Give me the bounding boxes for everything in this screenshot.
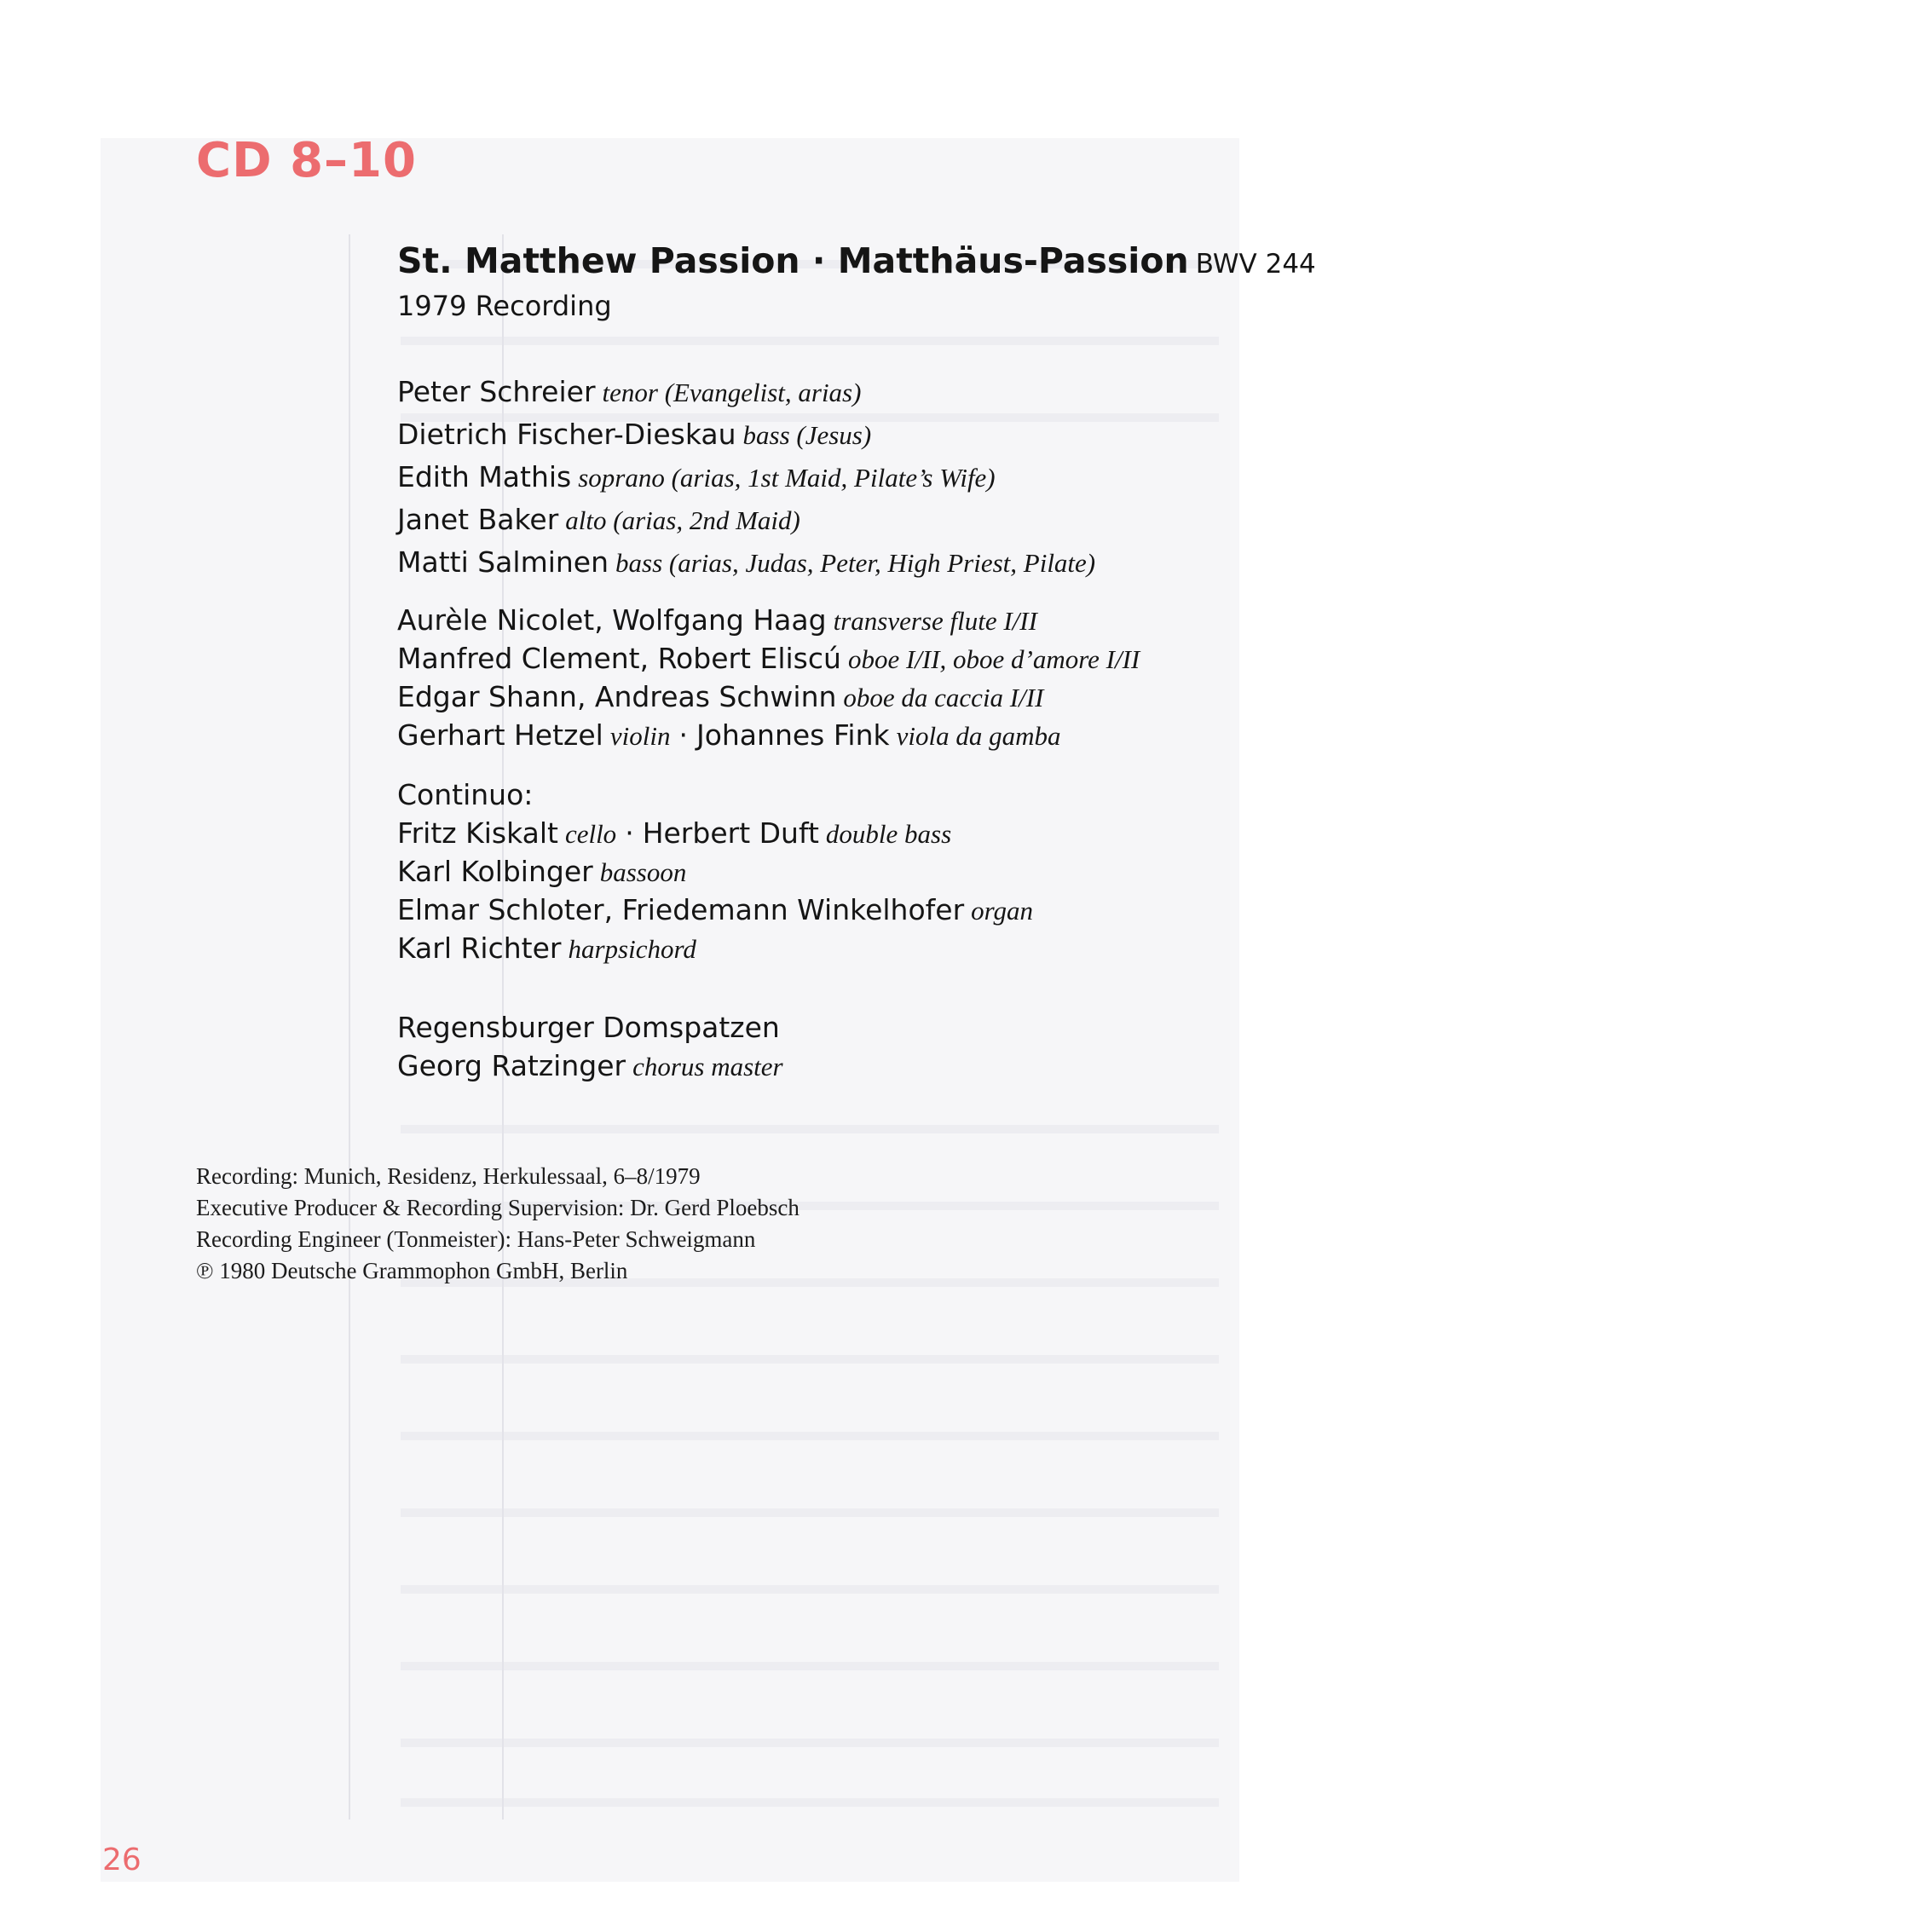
show-through-band [401, 1355, 1219, 1364]
performer-role: double bass [825, 819, 952, 849]
continuo-line [397, 816, 951, 850]
credit-line: Recording Engineer (Tonmeister): Hans-Peter Schweigmann [196, 1226, 756, 1252]
performer-name: Dietrich Fischer-Dieskau [397, 418, 736, 451]
work-catalog-number: BWV 244 [1195, 249, 1316, 280]
cd-range-heading: CD 8–10 [196, 133, 417, 188]
performer-role: transverse flute I/II [833, 606, 1037, 636]
performer-name: Karl Kolbinger [397, 855, 593, 888]
performer-role: violin [609, 721, 671, 751]
performer-name: Aurèle Nicolet, Wolfgang Haag [397, 603, 827, 637]
work-title: St. Matthew Passion · Matthäus-Passion [397, 240, 1189, 281]
show-through-band [401, 1739, 1219, 1747]
continuo-heading: Continuo: [397, 778, 534, 811]
soloist-line [397, 545, 1095, 579]
performer-name: Johannes Fink [696, 718, 890, 752]
performer-role: chorus master [632, 1052, 783, 1081]
performer-role: oboe I/II, oboe d’amore I/II [847, 644, 1140, 674]
instrumentalist-line [397, 680, 1043, 713]
work-title-line [397, 240, 1316, 281]
show-through-band [401, 337, 1219, 345]
performer-name: Manfred Clement, Robert Eliscú [397, 642, 841, 675]
performer-name: Gerhart Hetzel [397, 718, 603, 752]
performer-role: bass (Jesus) [742, 420, 872, 450]
performer-role: oboe da caccia I/II [843, 683, 1044, 712]
performer-role: bass (arias, Judas, Peter, High Priest, Pilate) [615, 548, 1096, 578]
soloist-line [397, 375, 861, 408]
show-through-band [401, 1585, 1219, 1594]
performer-role: soprano (arias, 1st Maid, Pilate’s Wife) [578, 463, 996, 493]
continuo-line [397, 931, 696, 965]
chorus-name: Regensburger Domspatzen [397, 1011, 780, 1044]
separator-dot: · [625, 816, 634, 850]
credit-line: Recording: Munich, Residenz, Herkulessaal, 6–8/1979 [196, 1163, 701, 1189]
performer-name: Matti Salminen [397, 545, 609, 579]
performer-role: alto (arias, 2nd Maid) [565, 505, 800, 535]
show-through-band [401, 1798, 1219, 1807]
performer-name: Peter Schreier [397, 375, 596, 408]
recording-year: 1979 Recording [397, 290, 612, 322]
soloist-line [397, 460, 996, 493]
performer-role: bassoon [599, 857, 687, 887]
show-through-band [401, 1125, 1219, 1133]
performer-name: Edgar Shann, Andreas Schwinn [397, 680, 837, 713]
continuo-line [397, 893, 1033, 926]
performer-role: organ [971, 896, 1034, 926]
soloist-line [397, 503, 800, 536]
performer-name: Janet Baker [397, 503, 559, 536]
chorus-master-line [397, 1049, 783, 1082]
soloist-line [397, 418, 871, 451]
performer-role: tenor (Evangelist, arias) [602, 378, 862, 407]
separator-dot: · [678, 718, 688, 752]
performer-name: Karl Richter [397, 931, 562, 965]
show-through-band [401, 1508, 1219, 1517]
page-number: 26 [102, 1843, 141, 1877]
instrumentalist-line [397, 718, 1061, 752]
performer-name: Fritz Kiskalt [397, 816, 558, 850]
performer-name: Georg Ratzinger [397, 1049, 626, 1082]
performer-role: viola da gamba [896, 721, 1061, 751]
credit-line: ℗ 1980 Deutsche Grammophon GmbH, Berlin [196, 1258, 628, 1283]
show-through-band [401, 1432, 1219, 1440]
instrumentalist-line [397, 603, 1037, 637]
performer-role: cello [564, 819, 617, 849]
performer-name: Herbert Duft [642, 816, 819, 850]
recording-credits [196, 1161, 1202, 1287]
continuo-line [397, 855, 686, 888]
show-through-band [401, 1662, 1219, 1670]
performer-name: Edith Mathis [397, 460, 572, 493]
credit-line: Executive Producer & Recording Supervision: Dr. Gerd Ploebsch [196, 1195, 800, 1220]
performer-name: Elmar Schloter, Friedemann Winkelhofer [397, 893, 965, 926]
instrumentalist-line [397, 642, 1140, 675]
performer-role: harpsichord [568, 934, 696, 964]
